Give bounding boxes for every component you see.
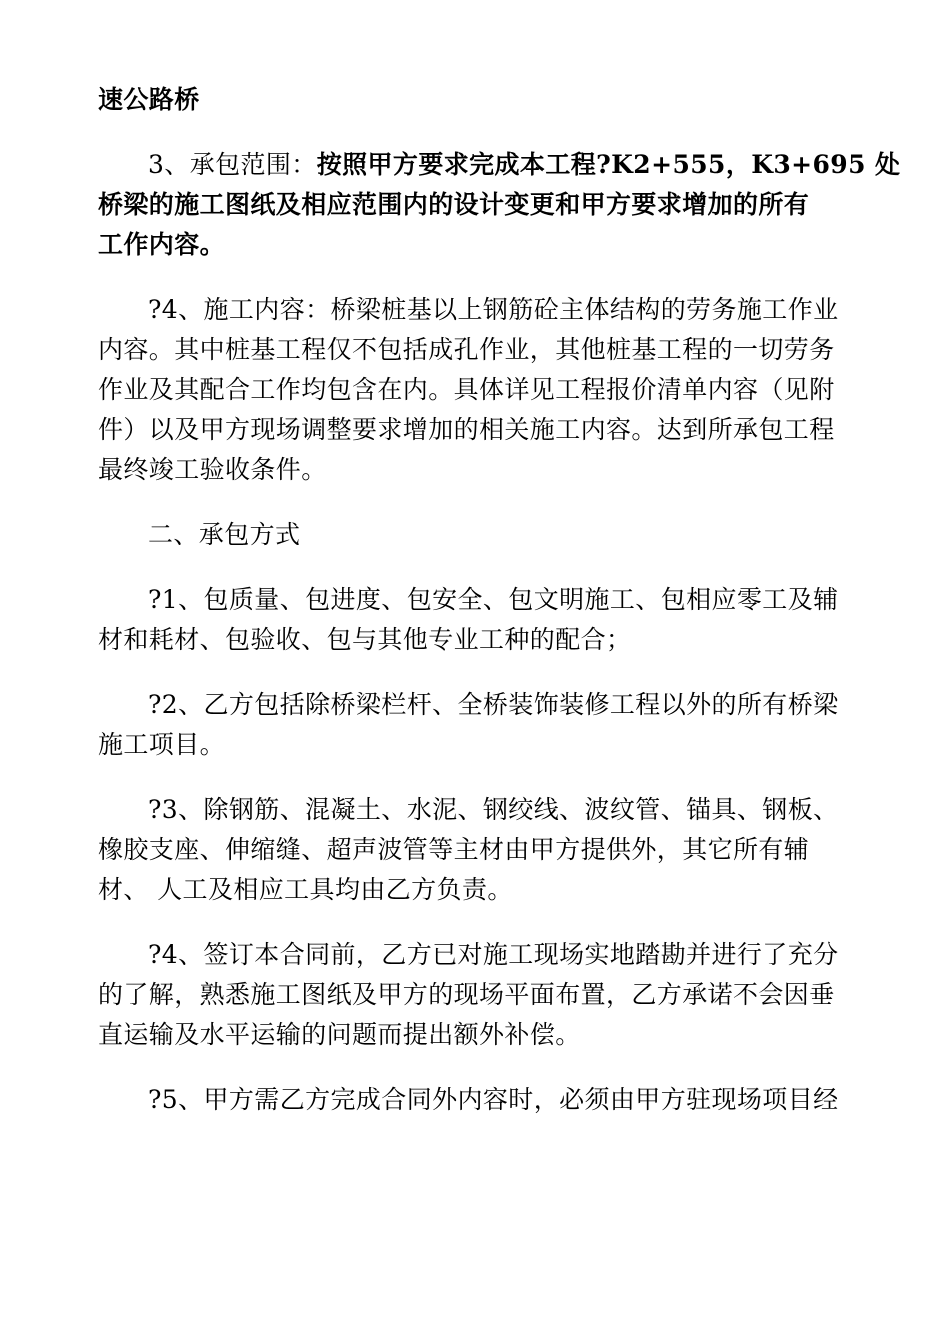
paragraph-scope-line-2: 桥梁的施工图纸及相应范围内的设计变更和甲方要求增加的所有 xyxy=(98,190,810,219)
paragraph-item-4-line-3: 直运输及水平运输的问题而提出额外补偿。 xyxy=(98,1020,581,1049)
paragraph-item-3 xyxy=(98,790,844,910)
paragraph-scope-line-3: 工作内容。 xyxy=(98,230,226,259)
paragraph-item-5-line-1: ?5、甲方需乙方完成合同外内容时，必须由甲方驻现场项目经 xyxy=(148,1085,839,1114)
paragraph-item-4-line-2: 的了解，熟悉施工图纸及甲方的现场平面布置，乙方承诺不会因垂 xyxy=(98,980,835,1009)
heading-fragment: 速公路桥 xyxy=(98,85,200,114)
paragraph-item-3-line-2: 橡胶支座、伸缩缝、超声波管等主材由甲方提供外，其它所有辅 xyxy=(98,835,810,864)
paragraph-item-4-line-1: ?4、签订本合同前，乙方已对施工现场实地踏勘并进行了充分 xyxy=(148,940,839,969)
section-heading-contract-method: 二、承包方式 xyxy=(148,520,301,549)
paragraph-work-line-1: ?4、施工内容：桥梁桩基以上钢筋砼主体结构的劳务施工作业 xyxy=(148,295,839,324)
scope-label: 3、承包范围： xyxy=(148,150,317,179)
paragraph-work-line-3: 作业及其配合工作均包含在内。具体详见工程报价清单内容（见附 xyxy=(98,375,835,404)
scope-text: 按照甲方要求完成本工程?K2+555，K3+695 处 xyxy=(316,150,901,179)
paragraph-work-line-5: 最终竣工验收条件。 xyxy=(98,455,327,484)
paragraph-item-2-line-1: ?2、乙方包括除桥梁栏杆、全桥装饰装修工程以外的所有桥梁 xyxy=(148,690,839,719)
paragraph-item-3-line-3: 材、 人工及相应工具均由乙方负责。 xyxy=(98,875,513,904)
paragraph-item-2-line-2: 施工项目。 xyxy=(98,730,226,759)
paragraph-item-4 xyxy=(98,935,844,1055)
paragraph-item-1-line-1: ?1、包质量、包进度、包安全、包文明施工、包相应零工及辅 xyxy=(148,585,839,614)
document-body xyxy=(98,80,901,1120)
paragraph-work-line-4: 件）以及甲方现场调整要求增加的相关施工内容。达到所承包工程 xyxy=(98,415,835,444)
paragraph-item-1 xyxy=(98,580,844,660)
paragraph-work-content xyxy=(98,290,844,490)
paragraph-item-3-line-1: ?3、除钢筋、混凝土、水泥、钢绞线、波纹管、锚具、钢板、 xyxy=(148,795,839,824)
paragraph-item-1-line-2: 材和耗材、包验收、包与其他专业工种的配合； xyxy=(98,625,632,654)
paragraph-scope xyxy=(98,145,901,265)
paragraph-item-5 xyxy=(98,1080,844,1120)
paragraph-item-2 xyxy=(98,685,844,765)
paragraph-scope-line-1 xyxy=(98,145,901,185)
paragraph-work-line-2: 内容。其中桩基工程仅不包括成孔作业，其他桩基工程的一切劳务 xyxy=(98,335,835,364)
